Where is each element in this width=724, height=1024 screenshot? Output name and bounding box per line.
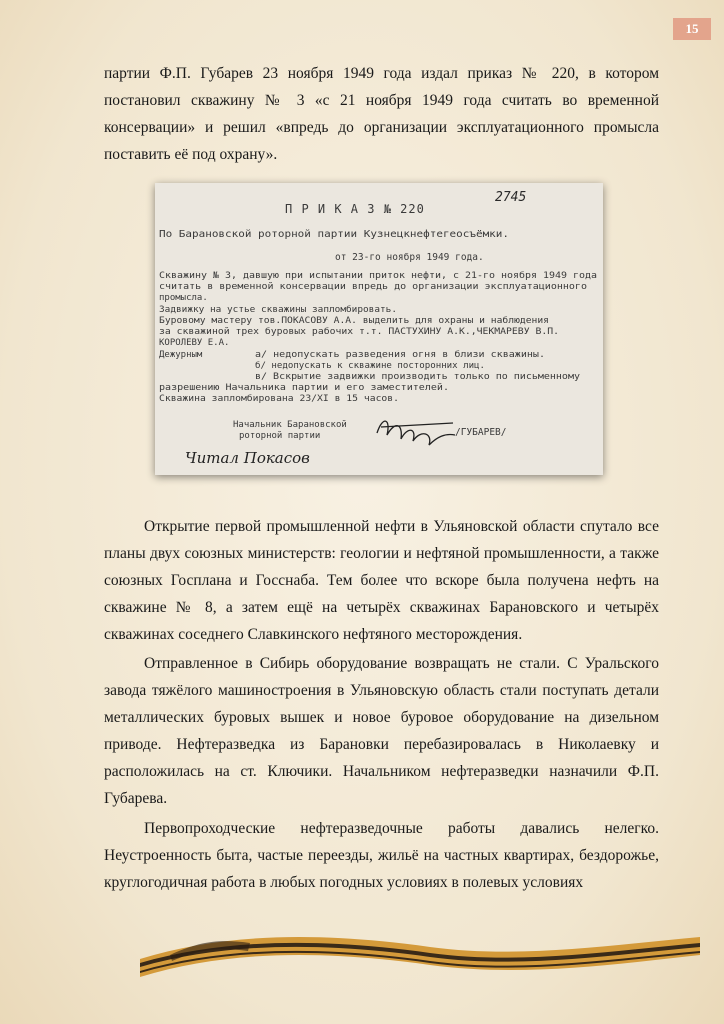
doc-body-4: Буровому мастеру тов.ПОКАСОВУ А.А. выделить для охраны и наблюдения xyxy=(159,316,523,326)
doc-stamp: 2745 xyxy=(495,190,527,205)
doc-body-3: Задвижку на устье скважины запломбировать. xyxy=(159,305,387,315)
paragraph-4: Первопроходческие нефтеразведочные работы давались нелегко. Неустроенность быта, частые переезды, жильё на частных квартирах, бездорожье, круглогодичная работа в любых погодных условиях в полевых условиях xyxy=(104,820,659,891)
doc-body-8: б/ недопускать к скважине посторонних лиц. xyxy=(255,361,483,371)
paragraph-3: Отправленное в Сибирь оборудование возвращать не стали. С Уральского завода тяжёлого машиностроения в Ульяновскую область стали поступать детали металлических буровых вышек и новое буровое оборудование на дизельном приводе. Нефтеразведка из Барановки перебазировалась в Николаевку и расположилась на ст. Ключики. Начальником нефтеразведки назначили Ф.П. Губарева. xyxy=(104,655,659,807)
doc-title: П Р И К А З № 220 xyxy=(285,202,425,216)
doc-body-9: в/ Вскрытие задвижки производить только по письменному xyxy=(255,372,581,382)
doc-body-10: разрешению Начальника партии и его заместителей. xyxy=(159,383,449,393)
doc-body-5: за скважиной трех буровых рабочих т.т. ПАСТУХИНУ А.К.,ЧЕКМАРЕВУ В.П. xyxy=(159,327,528,337)
doc-signer-line-2: роторной партии xyxy=(239,431,321,441)
doc-signer-name: /ГУБАРЕВ/ xyxy=(455,427,507,438)
doc-body-1: считать в временной консервации впредь до организации эксплуатационного xyxy=(159,282,587,292)
doc-signer-line-1: Начальник Барановской xyxy=(233,420,347,430)
paragraph-2: Открытие первой промышленной нефти в Ульяновской области спутало все планы двух союзных министерств: геологии и нефтяной промышленности, а также союзных Госплана и Госснаба. Тем более что вскоре была получена нефть на скважине № 8, а затем ещё на четырёх скважинах Барановского и четырёх скважинах соседнего Славкинского нефтяного месторождения. xyxy=(104,518,659,643)
handwritten-note: Читал Покасов xyxy=(185,449,310,467)
doc-line-1: По Барановской роторной партии Кузнецкнефтегеосъёмки. xyxy=(159,229,509,240)
doc-body-7: а/ недопускать разведения огня в близи скважины. xyxy=(255,350,516,360)
doc-body-2: промысла. xyxy=(159,293,208,303)
doc-date: от 23-го ноября 1949 года. xyxy=(335,252,484,263)
doc-side-label: Дежурным xyxy=(159,350,203,360)
paragraph-1: партии Ф.П. Губарев 23 ноября 1949 года издал приказ № 220, в котором постановил скважину № 3 «с 21 ноября 1949 года считать во временной консервации» и решил «впредь до организации эксплуатационного промысла поставить её под охрану». xyxy=(104,65,659,163)
st-george-ribbon xyxy=(140,925,700,985)
archival-order-photo xyxy=(155,183,603,475)
doc-body-0: Скважину № 3, давшую при испытании приток нефти, с 21-го ноября 1949 года xyxy=(159,271,555,281)
doc-body-6: КОРОЛЕВУ Е.А. xyxy=(159,338,230,348)
doc-body-11: Скважина запломбирована 23/XI в 15 часов. xyxy=(159,394,382,404)
page-number: 15 xyxy=(673,18,711,40)
